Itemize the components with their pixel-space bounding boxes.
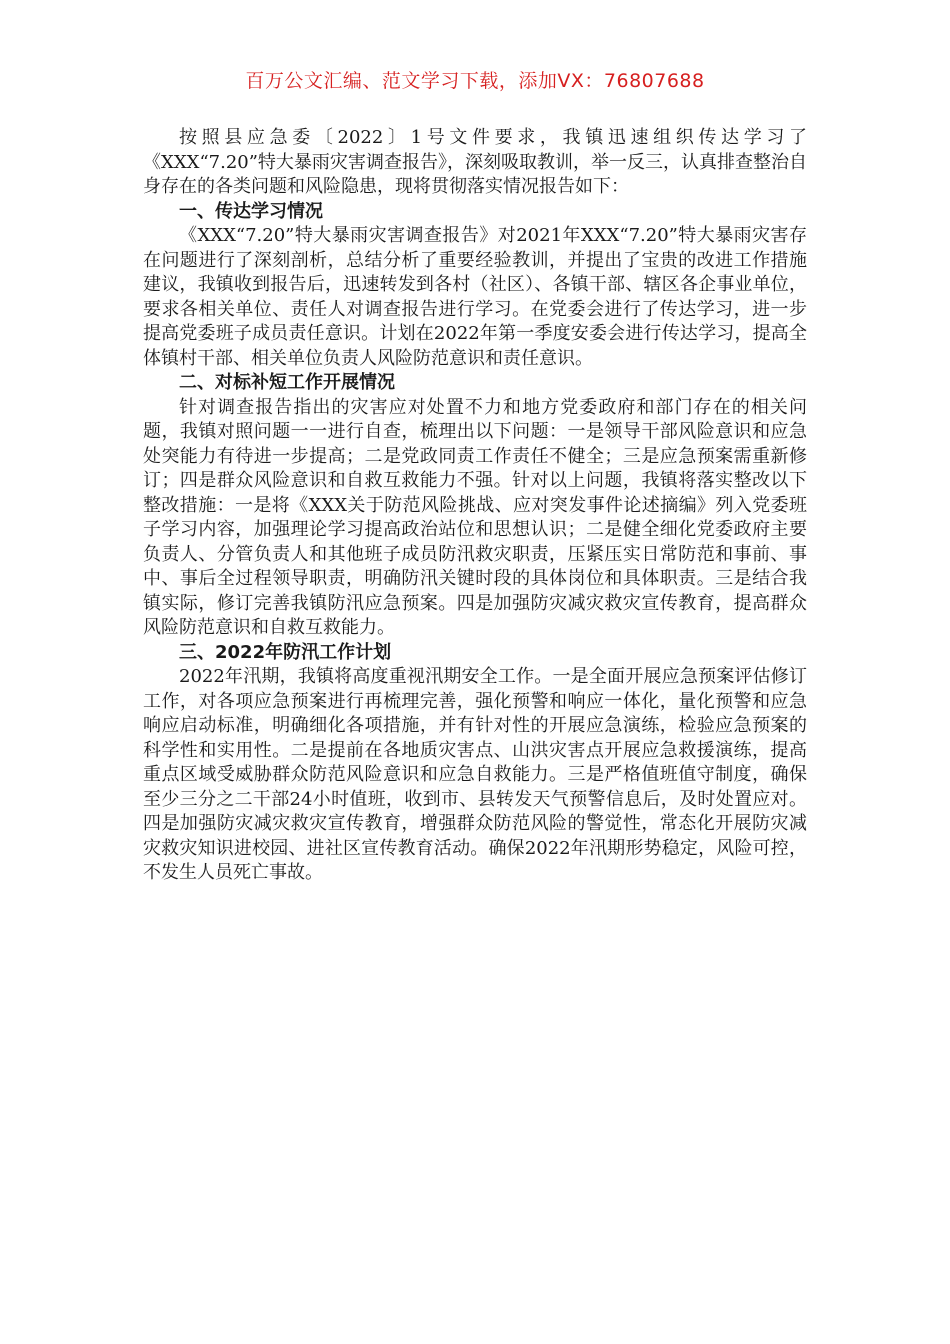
section-paragraph-2: 针对调查报告指出的灾害应对处置不力和地方党委政府和部门存在的相关问题，我镇对照问题一一进行自查，梳理出以下问题：一是领导干部风险意识和应急处突能力有待进一步提高；二是党政同责工作责任不健全；三是应急预案需重新修订；四是群众风险意识和自救互救能力不强。针对以上问题，我镇将落实整改以下整改措施：一是将《XXX关于防范风险挑战、应对突发事件论述摘编》列入党委班子学习内容，加强理论学习提高政治站位和思想认识；二是健全细化党委政府主要负责人、分管负责人和其他班子成员防汛救灾职责，压紧压实日常防范和事前、事中、事后全过程领导职责，明确防汛关键时段的具体岗位和具体职责。三是结合我镇实际，修订完善我镇防汛应急预案。四是加强防灾减灾救灾宣传教育，提高群众风险防范意识和自救互救能力。 [143,396,807,638]
document-body [143,126,807,886]
section-paragraph-3: 2022年汛期，我镇将高度重视汛期安全工作。一是全面开展应急预案评估修订工作，对各项应急预案进行再梳理完善，强化预警和响应一体化，量化预警和应急响应启动标准，明确细化各项措施，并有针对性的开展应急演练，检验应急预案的科学性和实用性。二是提前在各地质灾害点、山洪灾害点开展应急救援演练，提高重点区域受威胁群众防范风险意识和应急自救能力。三是严格值班值守制度，确保至少三分之二干部24小时值班，收到市、县转发天气预警信息后，及时处置应对。四是加强防灾减灾救灾宣传教育，增强群众防范风险的警觉性，常态化开展防灾减灾救灾知识进校园、进社区宣传教育活动。确保2022年汛期形势稳定，风险可控，不发生人员死亡事故。 [143,666,807,883]
intro-paragraph: 按照县应急委〔2022〕1号文件要求，我镇迅速组织传达学习了《XXX“7.20”特大暴雨灾害调查报告》，深刻吸取教训，举一反三，认真排查整治自身存在的各类问题和风险隐患，现将贯彻落实情况报告如下： [143,127,807,197]
section-heading-2: 二、对标补短工作开展情况 [179,372,395,393]
section-heading-1: 一、传达学习情况 [179,200,323,222]
watermark-header: 百万公文汇编、范文学习下载，添加VX：76807688 [245,70,705,92]
section-paragraph-1: 《XXX“7.20”特大暴雨灾害调查报告》对2021年XXX“7.20”特大暴雨灾害存在问题进行了深刻剖析，总结分析了重要经验教训，并提出了宝贵的改进工作措施建议，我镇收到报告后，迅速转发到各村（社区）、各镇干部、辖区各企事业单位，要求各相关单位、责任人对调查报告进行学习。在党委会进行了传达学习，进一步提高党委班子成员责任意识。计划在2022年第一季度安委会进行传达学习，提高全体镇村干部、相关单位负责人风险防范意识和责任意识。 [143,225,807,369]
section-heading-3: 三、2022年防汛工作计划 [179,641,392,663]
